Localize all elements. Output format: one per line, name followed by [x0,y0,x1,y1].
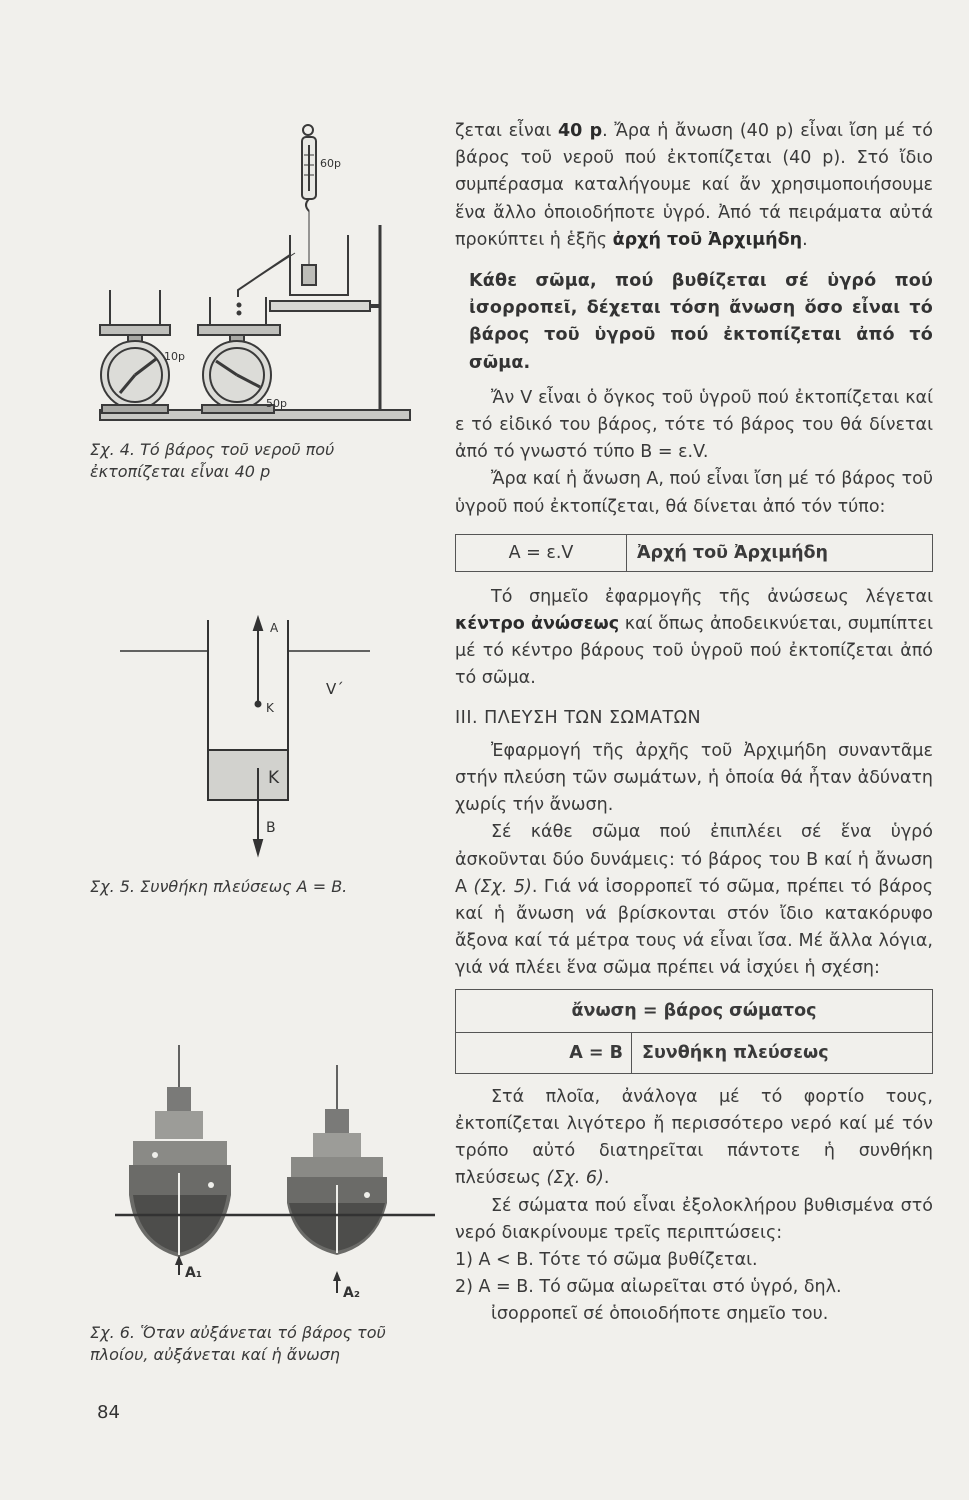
paragraph-center-of-buoyancy: Τό σημεῖο ἐφαρμογῆς τῆς ἀνώσεως λέγεται κέντρο ἀνώσεως καί ὅπως ἀποδεικνύεται, συμπίπτει μέ τό κέντρο βάρους τοῦ ὑγροῦ πού ἐκτοπίζεται ἀπό τό σῶμα. [455,586,933,689]
fig4-caption: Σχ. 4. Τό βάρος τοῦ νεροῦ πού ἐκτοπίζεται εἶναι 40 p [90,440,335,481]
fig4-illustration [90,115,420,430]
archimedes-law-statement: Κάθε σῶμα, πού βυθίζεται σέ ὑγρό πού ἰσορροπεῖ, δέχεται τόση ἄνωση ὅσο εἶναι τό βάρος τοῦ ὑγροῦ πού ἐκτοπίζεται ἀπό τό σῶμα. [469,271,933,373]
condition-label: Συνθήκη πλεύσεως [642,1042,829,1063]
fig4-scale2-label: 50p [266,397,287,410]
page-number: 84 [97,1402,120,1423]
paragraph-forces: Σέ κάθε σῶμα πού ἐπιπλέει σέ ἕνα ὑγρό ἀσκοῦνται δύο δυνάμεις: τό βάρος του Β καί ἡ ἄνωση Α (Σχ. 5). Γιά νά ἰσορροπεῖ τό σῶμα, πρέπει τό βάρος καί ἡ ἄνωση νά βρίσκονται στόν ἴδιο κατακόρυφο ἄξονα καί τά μέτρα τους νά εἶναι ἴσα. Μέ ἄλλα λόγια, γιά νά πλέει ἕνα σῶμα πρέπει νά ἰσχύει ἡ σχέση: [455,822,934,979]
paragraph-floating-intro: Ἐφαρμογή τῆς ἀρχῆς τοῦ Ἀρχιμήδη συναντᾶμε στήν πλεύση τῶν σωμάτων, ἡ ὁποία θά ἦταν ἀδύνατη χωρίς τήν ἄνωση. [455,740,933,816]
paragraph-1: ζεται εἶναι 40 p. Ἄρα ἡ ἄνωση (40 p) εἶναι ἴση μέ τό βάρος τοῦ νεροῦ πού ἐκτοπίζεται (40 p). Στό ἴδιο συμπέρασμα καταλήγουμε καί ἄν χρησιμοποιήσουμε ἕνα ἄλλο ὁποιοδήποτε ὑγρό. Ἀπό τά πειράματα αὐτά προκύπτει ἡ ἑξῆς ἀρχή τοῦ Ἀρχιμήδη. [455,121,933,250]
fig6-label-A2: A₂ [343,1285,360,1301]
condition-formula: Α = Β [456,1033,632,1073]
fig5-buoyancy-diagram [120,600,420,870]
formula-A-eV: Α = ε.V [456,535,627,571]
fig5-label-V: V΄ [326,680,344,698]
ship-1 [129,1045,231,1257]
case-2: 2) Α = Β. Τό σῶμα αἰωρεῖται στό ὑγρό, δηλ. [455,1277,842,1298]
fig4-scale1-label: 10p [164,350,185,363]
case-1: 1) Α < Β. Τότε τό σῶμα βυθίζεται. [455,1249,758,1270]
paragraph-ships: Στά πλοῖα, ἀνάλογα μέ τό φορτίο τους, ἐκτοπίζεται λιγότερο ἤ περισσότερο νερό καί μέ τόν τρόπο αὐτό διατηρεῖται πάντοτε ἡ συνθήκη πλεύσεως (Σχ. 6). [455,1086,933,1189]
formula-label-archimedes: Ἀρχή τοῦ Ἀρχιμήδη [637,542,829,563]
case-2-continued: ἰσορροπεῖ σέ ὁποιοδήποτε σημεῖο του. [491,1304,829,1325]
paragraph-buoyancy-formula: Ἄρα καί ἡ ἄνωση Α, πού εἶναι ἴση μέ τό βάρος τοῦ ὑγροῦ πού ἐκτοπίζεται, θά δίνεται ἀπό τόν τύπο: [455,469,933,517]
section-heading: ΙΙΙ. ΠΛΕΥΣΗ ΤΩΝ ΣΩΜΑΤΩΝ [455,707,702,728]
text-column [455,118,933,1329]
fig5-label-B: B [266,820,276,836]
floating-condition-box [455,989,933,1074]
paragraph-volume: Ἄν V εἶναι ὁ ὄγκος τοῦ ὑγροῦ πού ἐκτοπίζεται καί ε τό εἰδικό του βάρος, τότε τό βάρος του θά δίνεται ἀπό τό γνωστό τύπο Β = ε.V. [455,387,933,463]
fig6-caption: Σχ. 6. Ὅταν αὐξάνεται τό βάρος τοῦ πλοίου, αὐξάνεται καί ἡ ἄνωση [90,1323,386,1364]
fig5-label-k: K [266,701,274,715]
archimedes-formula-box [455,534,933,572]
fig6-label-A1: A₁ [185,1265,202,1281]
fig5-label-K: K [268,768,280,788]
ship-2 [287,1065,387,1255]
fig4-dynamometer-label: 60p [320,157,341,170]
condition-words: ἄνωση = βάρος σώματος [456,990,932,1033]
fig5-label-A: A [270,621,279,635]
fig5-caption: Σχ. 5. Συνθήκη πλεύσεως Α = Β. [90,877,348,896]
paragraph-submerged: Σέ σώματα πού εἶναι ἐξολοκλήρου βυθισμένα στό νερό διακρίνουμε τρεῖς περιπτώσεις: [455,1195,933,1243]
fig6-ships-illustration [115,1045,435,1305]
